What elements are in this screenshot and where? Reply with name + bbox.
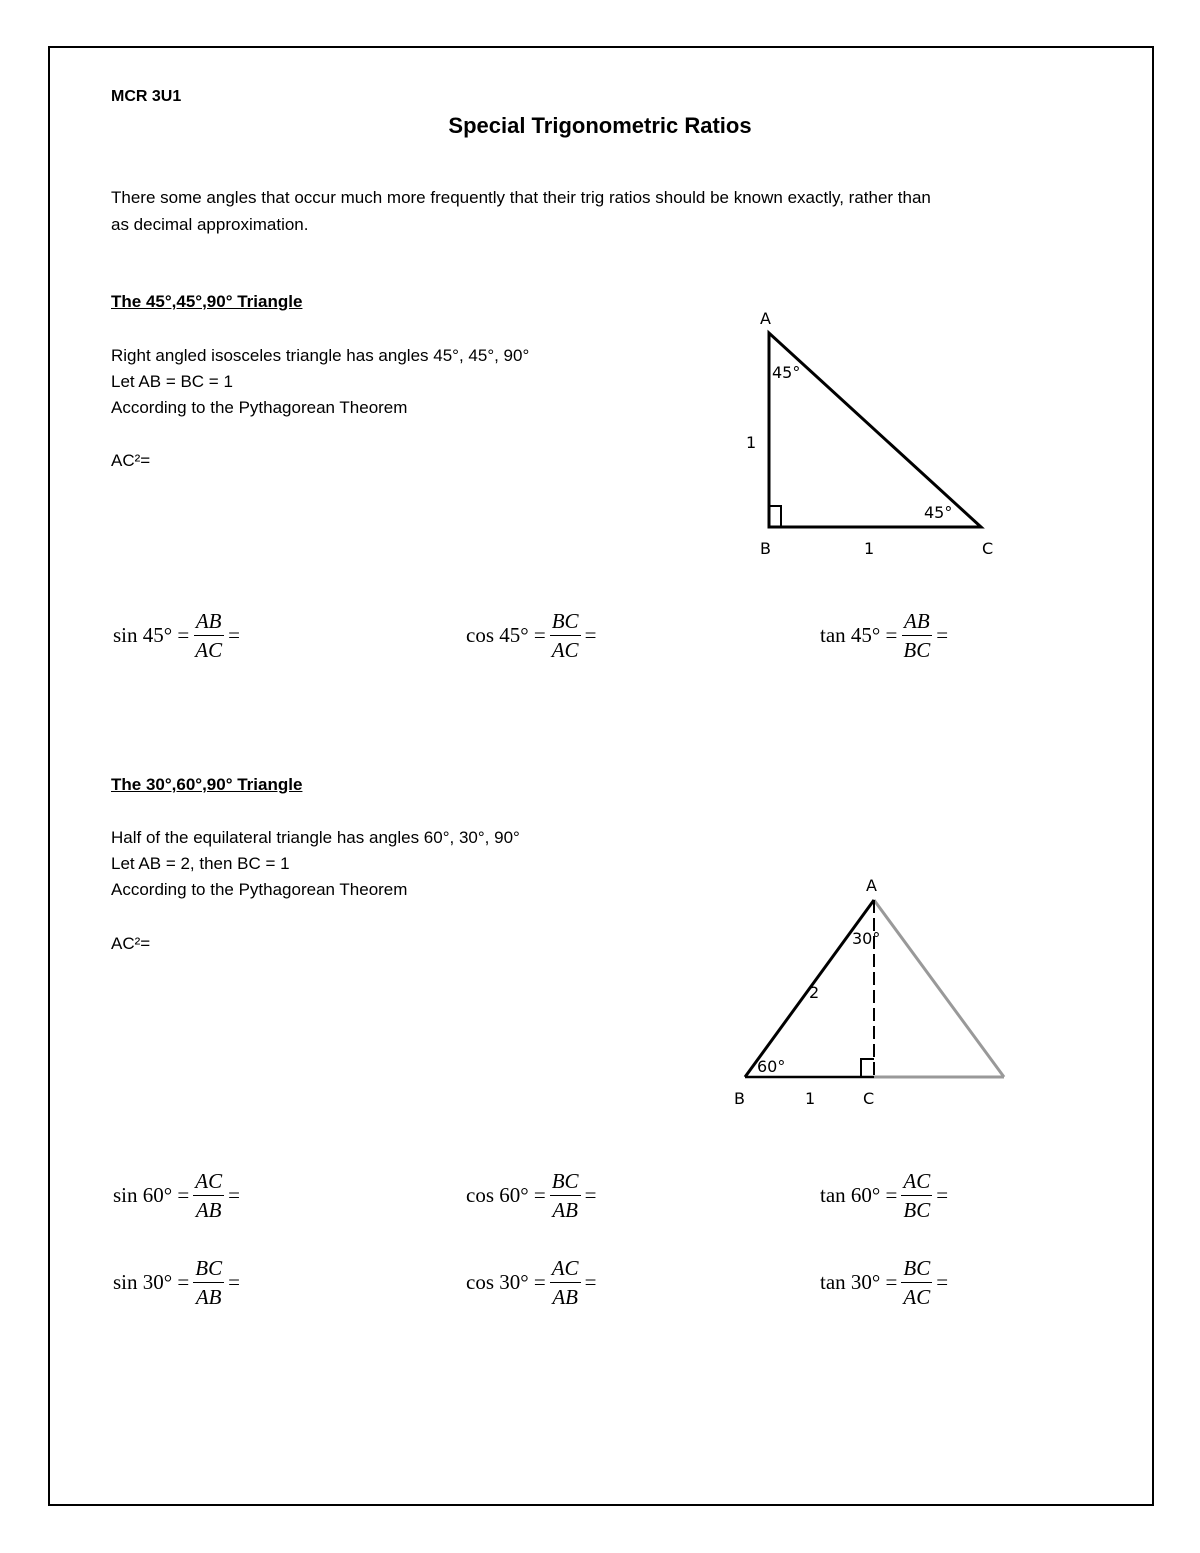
section-30-line-3: According to the Pythagorean Theorem [111, 880, 408, 899]
tan-30-denominator: AC [903, 1285, 931, 1309]
vertex-c-label: C [863, 1089, 875, 1108]
cos-45-denominator: AC [551, 638, 579, 662]
tan-60-denominator: BC [903, 1198, 931, 1222]
section-45-line-3: According to the Pythagorean Theorem [111, 398, 408, 417]
section-30-line-2: Let AB = 2, then BC = 1 [111, 854, 290, 873]
tan-60-equation: tan 60° = $\frac{AC}{BC}$ = [820, 1169, 949, 1222]
angle-b-label: 60° [757, 1057, 786, 1076]
angle-c-label: 45° [924, 503, 953, 522]
tan-45-numerator: AB [902, 608, 932, 636]
vertex-a-label: A [866, 876, 877, 895]
tan-30-equation: tan 30° = $\frac{BC}{AC}$ = [820, 1256, 949, 1309]
angle-a-label: 45° [772, 363, 801, 382]
section-45-ac-squared: AC²= [111, 451, 151, 470]
sin-30-equation: sin 30° = $\frac{BC}{AB}$ = [113, 1256, 240, 1309]
cos-60-numerator: BC [550, 1168, 581, 1196]
triangle-45-shape [769, 333, 981, 527]
sin-60-equation: sin 60° = $\frac{AC}{AB}$ = [113, 1169, 240, 1222]
course-code: MCR 3U1 [111, 88, 182, 105]
cos-30-equation: cos 30° = $\frac{AC}{AB}$ = [466, 1256, 597, 1309]
intro-line-2: as decimal approximation. [111, 215, 309, 234]
section-30-ac-squared: AC²= [111, 934, 151, 953]
tan-45-equation: tan 45° = $\frac{AB}{BC}$ = [820, 609, 949, 662]
triangle-30-60-90-diagram [720, 870, 1020, 1115]
cos-45-equation: cos 45° = $\frac{BC}{AC}$ = [466, 609, 597, 662]
sin-45-denominator: AC [195, 638, 223, 662]
sin-60-numerator: AC [193, 1168, 224, 1196]
side-bc-label: 1 [864, 539, 875, 558]
cos-45-numerator: BC [550, 608, 581, 636]
side-ab-label: 1 [746, 433, 757, 452]
equilateral-half-side [874, 900, 1004, 1077]
vertex-b-label: B [760, 539, 771, 558]
sin-45-equation: sin 45° = $\frac{AB}{AC}$ = [113, 609, 240, 662]
section-45-heading: The 45°,45°,90° Triangle [111, 292, 303, 311]
section-30-heading: The 30°,60°,90° Triangle [111, 775, 303, 794]
cos-30-numerator: AC [550, 1255, 581, 1283]
sin-30-numerator: BC [193, 1255, 224, 1283]
angle-a-label: 30° [852, 929, 881, 948]
side-ab-label: 2 [809, 983, 820, 1002]
triangle-45-45-90-diagram [730, 300, 1020, 570]
section-45-line-1: Right angled isosceles triangle has angles 45°, 45°, 90° [111, 346, 530, 365]
right-angle-marker [861, 1059, 874, 1077]
side-bc-label: 1 [805, 1089, 816, 1108]
sin-30-denominator: AB [195, 1285, 222, 1309]
vertex-b-label: B [734, 1089, 745, 1108]
section-45-line-2: Let AB = BC = 1 [111, 372, 233, 391]
sin-45-numerator: AB [194, 608, 224, 636]
tan-60-numerator: AC [901, 1168, 932, 1196]
vertex-c-label: C [982, 539, 994, 558]
right-angle-marker [769, 506, 781, 527]
cos-30-denominator: AB [552, 1285, 578, 1309]
cos-60-denominator: AB [552, 1198, 578, 1222]
cos-60-equation: cos 60° = $\frac{BC}{AB}$ = [466, 1169, 597, 1222]
intro-line-1: There some angles that occur much more frequently that their trig ratios should be known exactly, rather than [111, 188, 931, 207]
sin-60-denominator: AB [195, 1198, 222, 1222]
page-title: Special Trigonometric Ratios [448, 113, 752, 138]
section-30-line-1: Half of the equilateral triangle has angles 60°, 30°, 90° [111, 828, 520, 847]
vertex-a-label: A [760, 309, 771, 328]
tan-45-denominator: BC [903, 638, 931, 662]
tan-30-numerator: BC [901, 1255, 932, 1283]
